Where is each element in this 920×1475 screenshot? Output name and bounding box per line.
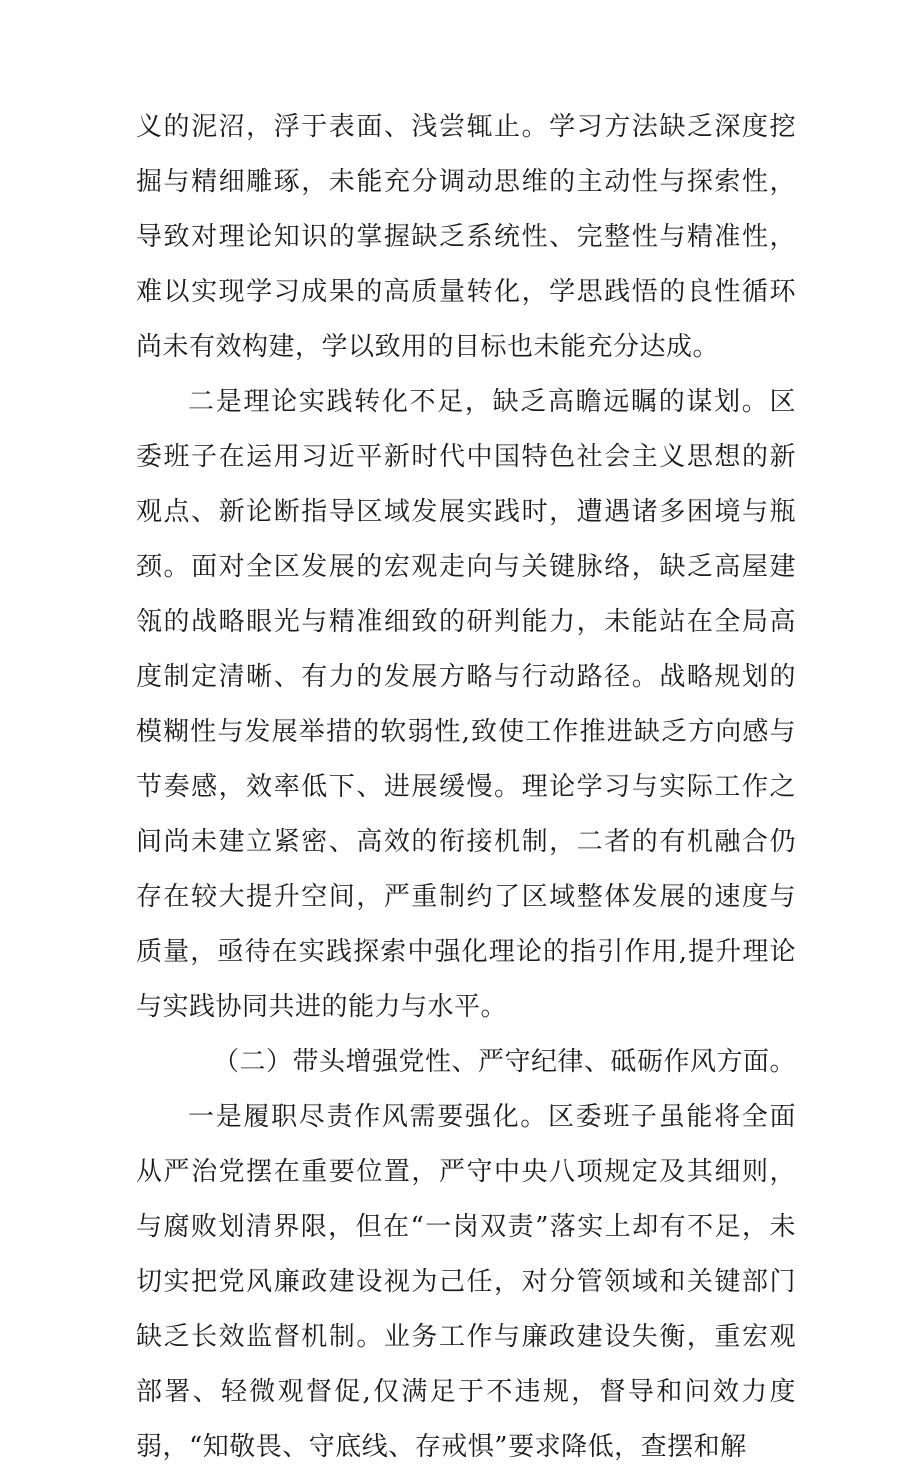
document-body (136, 100, 796, 1475)
section-heading: （二）带头增强党性、严守纪律、砥砺作风方面。 (213, 1047, 797, 1077)
paragraph-theory-practice: 二是理论实践转化不足，缺乏高瞻远瞩的谋划。区委班子在运用习近平新时代中国特色社会主义思想的新观点、新论断指导区域发展实践时，遭遇诸多困境与瓶颈。面对全区发展的宏观走向与关键脉络，缺乏高屋建瓴的战略眼光与精准细致的研判能力，未能站在全局高度制定清晰、有力的发展方略与行动路径。战略规划的模糊性与发展举措的软弱性,致使工作推进缺乏方向感与节奏感，效率低下、进展缓慢。理论学习与实际工作之间尚未建立紧密、高效的衔接机制，二者的有机融合仍存在较大提升空间，严重制约了区域整体发展的速度与质量，亟待在实践探索中强化理论的指引作用,提升理论与实践协同共进的能力与水平。 (136, 387, 796, 1022)
paragraph-continuation: 义的泥沼，浮于表面、浅尝辄止。学习方法缺乏深度挖掘与精细雕琢，未能充分调动思维的主动性与探索性，导致对理论知识的掌握缺乏系统性、完整性与精准性，难以实现学习成果的高质量转化，学思践悟的良性循环尚未有效构建，学以致用的目标也未能充分达成。 (136, 112, 796, 362)
paragraph-duty-style: 一是履职尽责作风需要强化。区委班子虽能将全面从严治党摆在重要位置，严守中央八项规定及其细则，与腐败划清界限，但在“一岗双责”落实上却有不足，未切实把党风廉政建设视为己任，对分管领域和关键部门缺乏长效监督机制。业务工作与廉政建设失衡，重宏观部署、轻微观督促,仅满足于不违规，督导和问效力度弱，“知敬畏、守底线、存戒惧”要求降低，查摆和解 (136, 1102, 796, 1462)
